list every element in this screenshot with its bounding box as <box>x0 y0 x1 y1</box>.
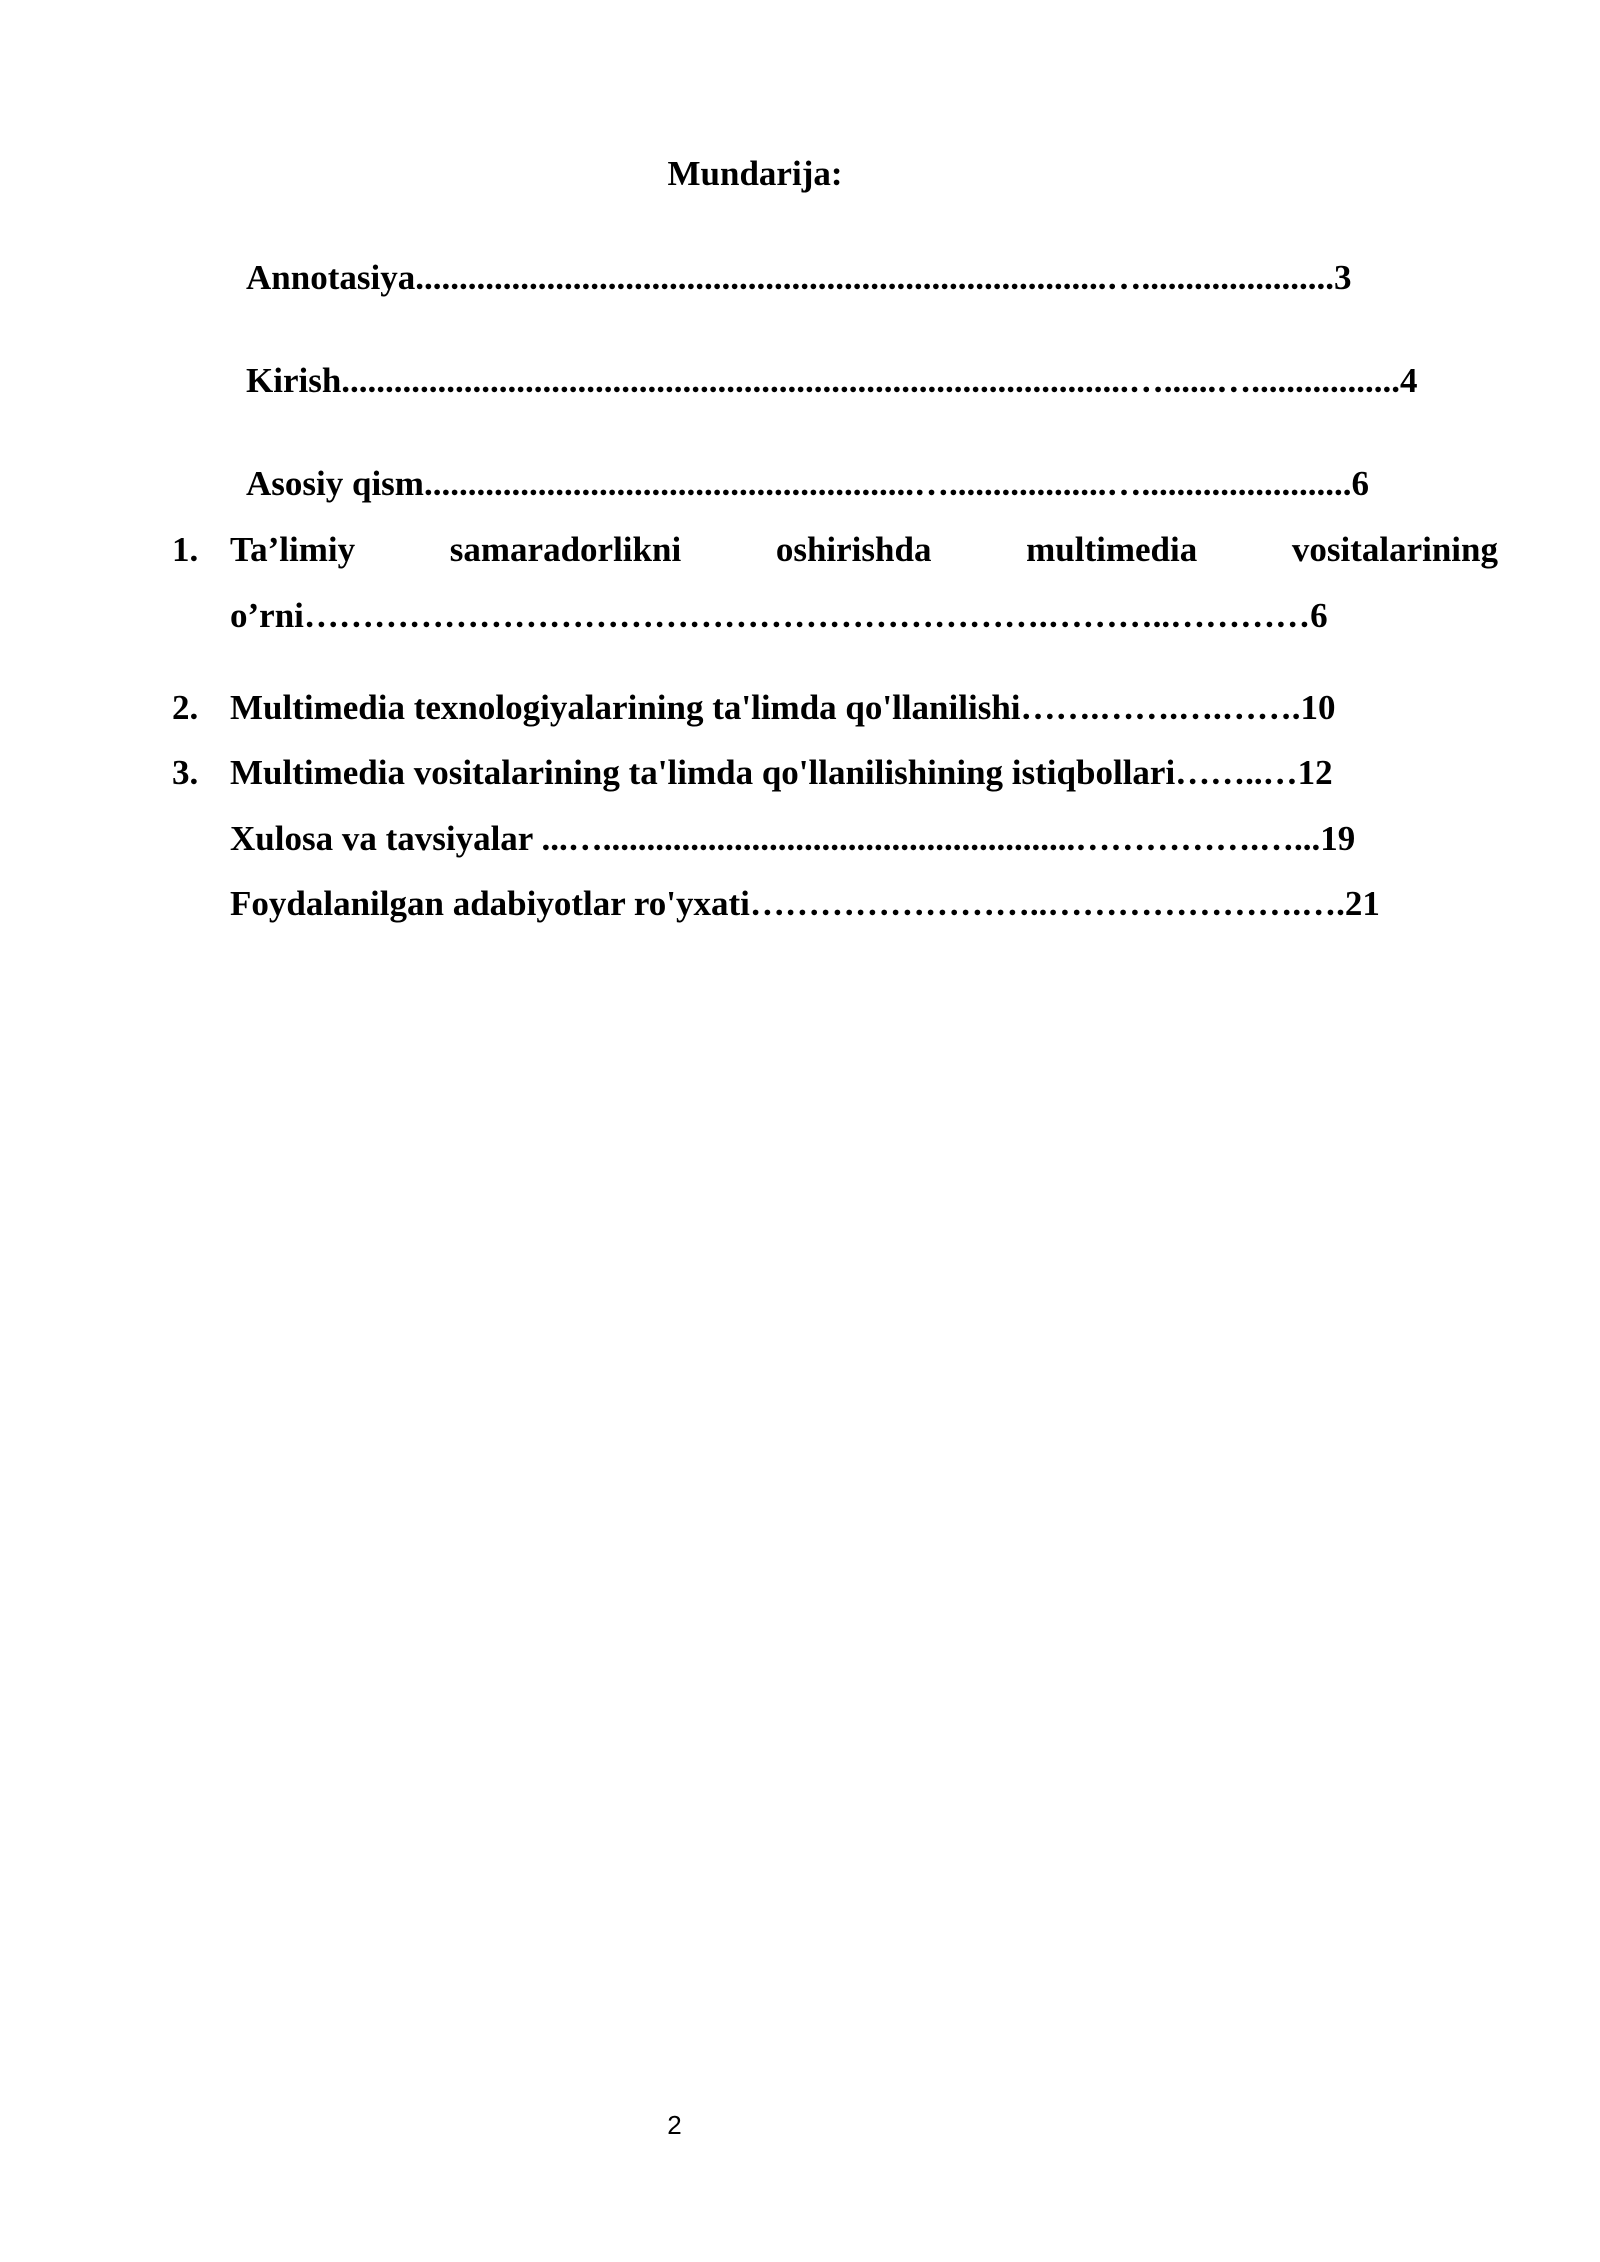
toc-item-3-number: 3. <box>172 753 199 792</box>
toc-title: Mundarija: <box>667 154 843 193</box>
toc-item-1-continuation: o’rni……………………………………………………….………..…………6 <box>230 596 1328 635</box>
toc-item-3-text: Multimedia vositalarining ta'limda qo'llanilishining istiqbollari……..…12 <box>230 753 1333 792</box>
toc-item-1-number: 1. <box>172 530 199 569</box>
toc-item-1-word: Ta’limiy <box>230 530 356 569</box>
toc-item-1-word: samaradorlikni <box>449 530 682 569</box>
toc-item-1-first-line <box>230 528 1498 572</box>
toc-item-1-word: oshirishda <box>775 530 932 569</box>
toc-item-1-word: vositalarining <box>1291 530 1498 569</box>
page-number: 2 <box>667 2110 682 2140</box>
toc-entry-adabiyotlar: Foydalanilgan adabiyotlar ro'yxati……………………..………………….….21 <box>230 884 1380 923</box>
toc-item-1-word: multimedia <box>1026 530 1198 569</box>
toc-item-2-number: 2. <box>172 688 199 727</box>
toc-item-2-text: Multimedia texnologiyalarining ta'limda qo'llanilishi…….…….….…….10 <box>230 688 1336 727</box>
toc-entry-xulosa: Xulosa va tavsiyalar ...…......................................................…………….…...19 <box>230 819 1356 858</box>
toc-entry-annotasiya: Annotasiya...............................................................................…......................3 <box>246 258 1352 297</box>
toc-entry-kirish: Kirish..........................................................................................…......….................4 <box>246 361 1418 400</box>
toc-entry-asosiy-qism: Asosiy qism........................................................…..................…........................6 <box>246 464 1369 503</box>
